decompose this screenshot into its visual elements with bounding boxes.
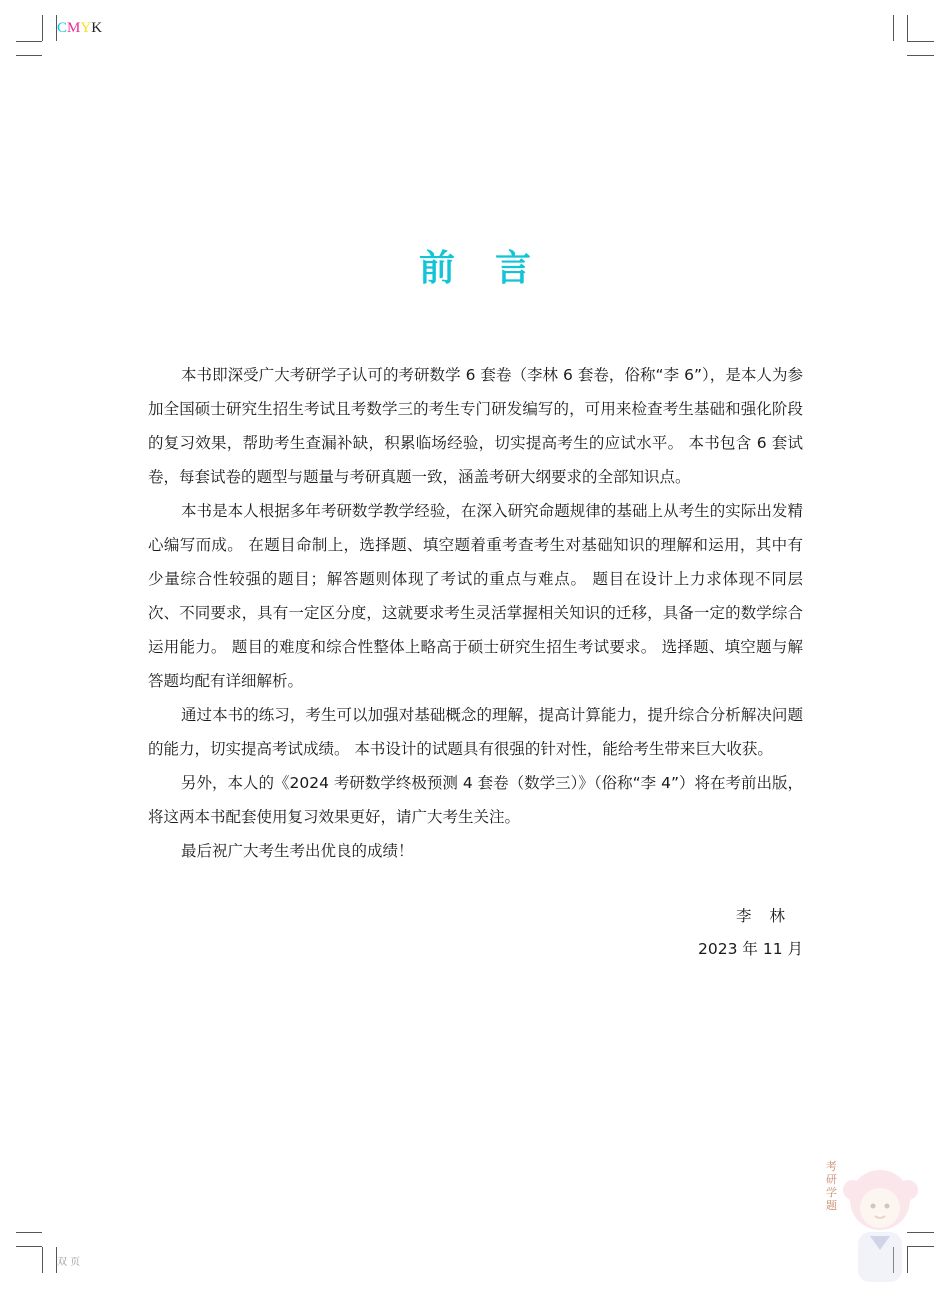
paragraph-1: 本书即深受广大考研学子认可的考研数学 6 套卷（李林 6 套卷，俗称“李 6”），是本人为参加全国硕士研究生招生考试且考数学三的考生专门研发编写的，可用来检查考生基础和强化阶段的复习效果，帮助考生查漏补缺，积累临场经验，切实提高考生的应试水平。 本书包含 6 套试卷，每套试卷的题型与题量与考研真题一致，涵盖考研大纲要求的全部知识点。	[148, 366, 803, 486]
page-title: 前言	[418, 248, 571, 289]
crop-mark-bl-h2	[16, 1232, 42, 1233]
cmyk-k: K	[91, 20, 103, 36]
crop-mark-tr-h2	[907, 55, 934, 56]
crop-mark-tl-h	[16, 41, 42, 42]
crop-mark-tr-v	[907, 15, 908, 41]
watermark-text: 考研学题	[826, 1160, 837, 1212]
crop-mark-bl-h	[16, 1246, 42, 1247]
cmyk-y: Y	[80, 20, 92, 36]
signature-name: 李林	[736, 907, 804, 925]
paragraph-2: 本书是本人根据多年考研数学教学经验，在深入研究命题规律的基础上从考生的实际出发精心编写而成。 在题目命制上，选择题、填空题着重考查考生对基础知识的理解和运用，其中有少量综合性较强的题目；解答题则体现了考试的重点与难点。 题目在设计上力求体现不同层次、不同要求，具有一定区分度，这就要求考生灵活掌握相关知识的迁移，具备一定的数学综合运用能力。 题目的难度和综合性整体上略高于硕士研究生招生考试要求。 选择题、填空题与解答题均配有详细解析。	[148, 502, 803, 690]
cmyk-c: C	[57, 20, 68, 36]
paragraph-5: 最后祝广大考生考出优良的成绩！	[181, 842, 414, 860]
crop-mark-tl-h2	[16, 55, 42, 56]
cmyk-registration	[57, 20, 102, 37]
crop-mark-tr-v2	[893, 15, 894, 41]
paragraph-4: 另外，本人的《2024 考研数学终极预测 4 套卷（数学三）》（俗称“李 4”）将在考前出版，将这两本书配套使用复习效果更好，请广大考生关注。	[148, 774, 803, 826]
paragraph-3: 通过本书的练习，考生可以加强对基础概念的理解，提高计算能力，提升综合分析解决问题的能力，切实提高考试成绩。 本书设计的试题具有很强的针对性，能给考生带来巨大收获。	[148, 706, 803, 758]
page-side-mark: 双 页	[57, 1257, 81, 1268]
preface-body	[148, 358, 803, 868]
signature-date: 2023 年 11 月	[698, 940, 803, 958]
crop-mark-tl-v	[42, 15, 43, 41]
crop-mark-tr-h	[907, 41, 934, 42]
crop-mark-bl-v	[42, 1247, 43, 1273]
cmyk-m: M	[67, 20, 81, 36]
